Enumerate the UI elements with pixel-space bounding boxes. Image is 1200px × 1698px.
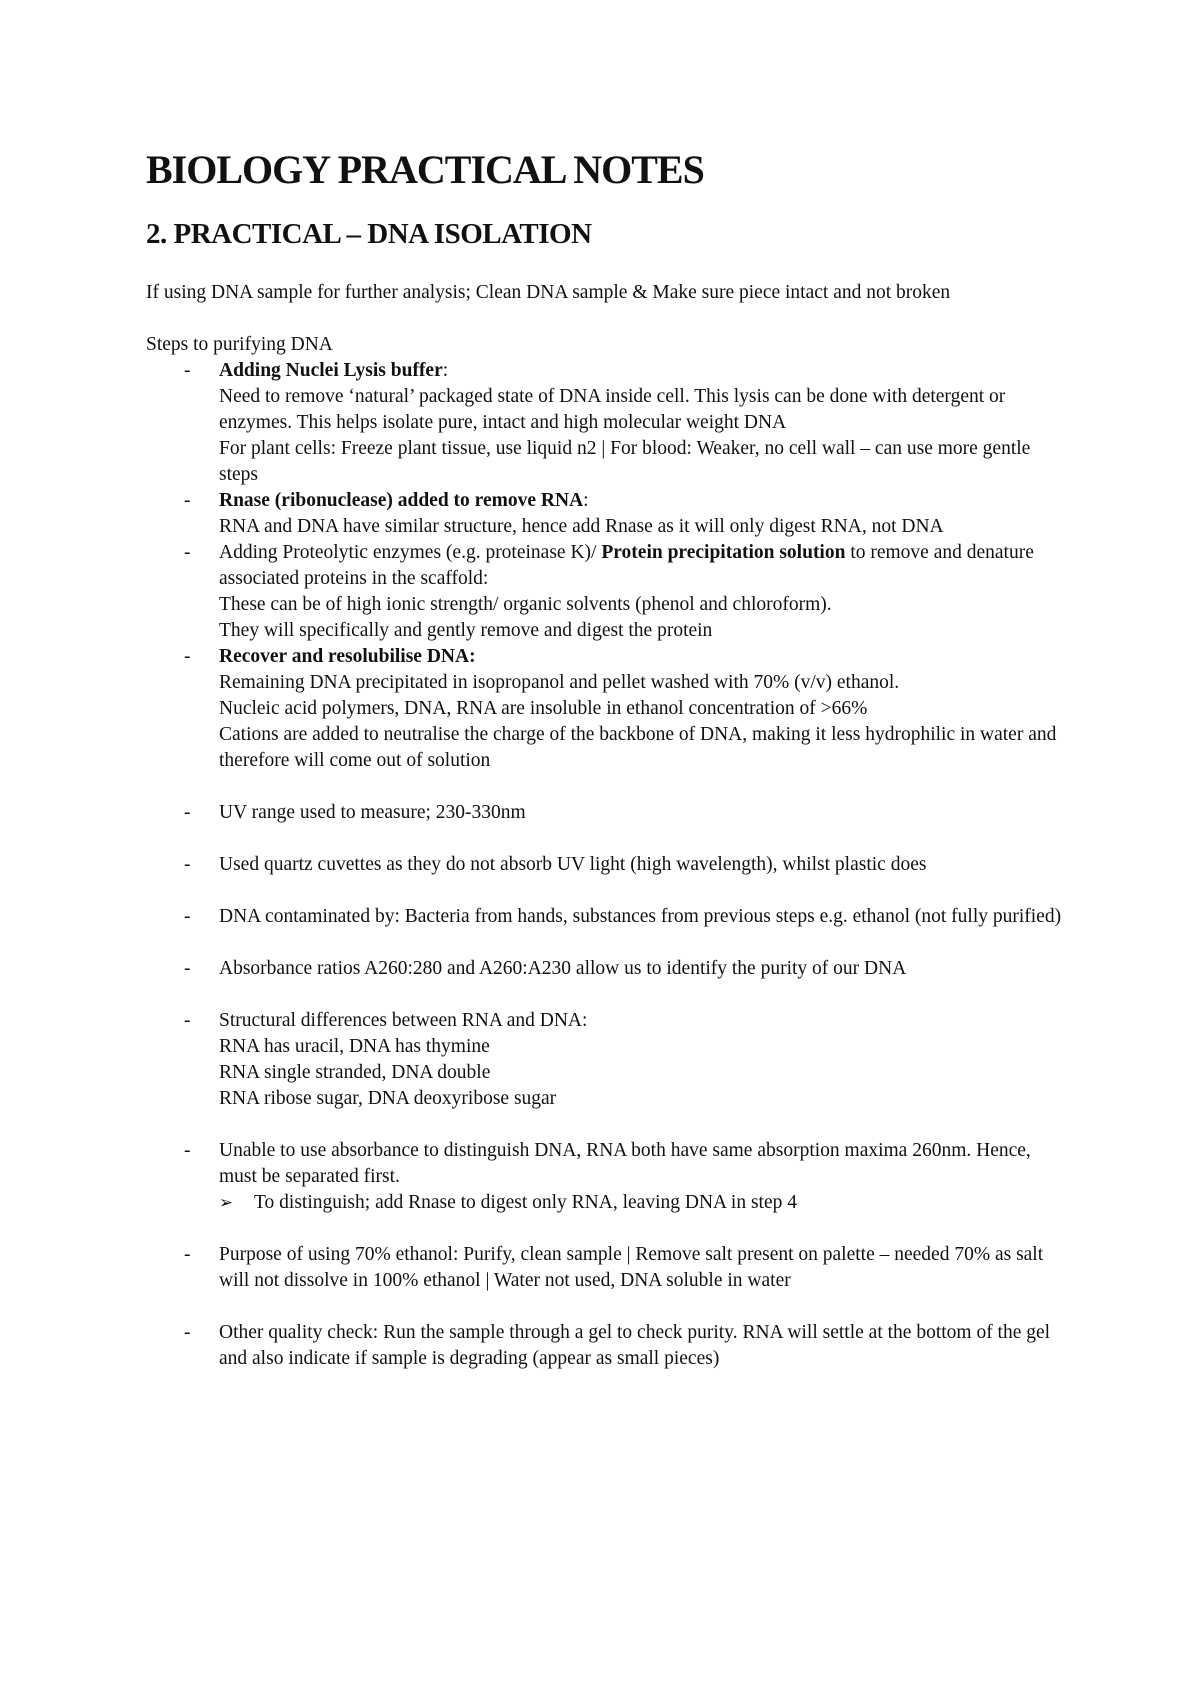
document-body [146,280,1066,1372]
bullet-dash: - [184,1140,191,1161]
item-mixed-line [219,540,1066,592]
intro-paragraph: If using DNA sample for further analysis; Clean DNA sample & Make sure piece intact and not broken [146,282,951,303]
bullet-dash: - [184,646,191,667]
item-heading-line [219,488,1066,514]
item-text: Other quality check: Run the sample through a gel to check purity. RNA will settle at the bottom of the gel and also indicate if sample is degrading (appear as small pieces) [219,1322,1051,1369]
item-text: DNA contaminated by: Bacteria from hands, substances from previous steps e.g. ethanol (not fully purified) [219,906,1062,927]
item-text: Absorbance ratios A260:280 and A260:A230 allow us to identify the purity of our DNA [219,958,907,979]
item-heading: Recover and resolubilise DNA: [219,646,476,667]
bullet-dash: - [184,906,191,927]
bullet-dash: - [184,802,191,823]
item-line: They will specifically and gently remove and digest the protein [219,620,713,641]
section-title: 2. PRACTICAL – DNA ISOLATION [146,218,592,250]
list-item [146,358,1066,488]
item-line: Need to remove ‘natural’ packaged state of DNA inside cell. This lysis can be done with detergent or enzymes. This helps isolate pure, intact and high molecular weight DNA [219,386,1006,433]
list-item [146,1242,1066,1294]
item-text-pre: Adding Proteolytic enzymes (e.g. proteinase K)/ [219,542,602,563]
bullet-dash: - [184,854,191,875]
bullet-dash: - [184,490,191,511]
list-item [146,956,1066,982]
item-heading: Rnase (ribonuclease) added to remove RNA [219,490,584,511]
item-line: For plant cells: Freeze plant tissue, use liquid n2 | For blood: Weaker, no cell wall – can use more gentle steps [219,438,1031,485]
arrowhead-bullet-icon: ➢ [219,1193,234,1213]
bullet-dash: - [184,1322,191,1343]
item-heading-line [219,644,1066,670]
item-heading: Adding Nuclei Lysis buffer [219,360,443,381]
item-text: Used quartz cuvettes as they do not absorb UV light (high wavelength), whilst plastic does [219,854,927,875]
bullet-dash: - [184,360,191,381]
item-text-post: to remove and denature associated proteins in the scaffold: [219,542,1034,589]
item-text: Structural differences between RNA and DNA: [219,1010,588,1031]
list-item [146,904,1066,930]
item-line: These can be of high ionic strength/ organic solvents (phenol and chloroform). [219,594,832,615]
item-text: UV range used to measure; 230-330nm [219,802,526,823]
item-line: RNA ribose sugar, DNA deoxyribose sugar [219,1088,557,1109]
item-line: RNA single stranded, DNA double [219,1062,491,1083]
bullet-dash: - [184,958,191,979]
item-text: Unable to use absorbance to distinguish DNA, RNA both have same absorption maxima 260nm. Hence, must be separated first. [219,1140,1031,1187]
list-item [146,1008,1066,1112]
list-item [146,488,1066,540]
bullet-dash: - [184,1244,191,1265]
item-text: Purpose of using 70% ethanol: Purify, clean sample | Remove salt present on palette – needed 70% as salt will not dissolve in 100% ethanol | Water not used, DNA soluble in water [219,1244,1044,1291]
steps-heading: Steps to purifying DNA [146,334,333,355]
item-line: RNA and DNA have similar structure, hence add Rnase as it will only digest RNA, not DNA [219,516,944,537]
document-title: BIOLOGY PRACTICAL NOTES [146,147,704,192]
list-item [146,1138,1066,1216]
notes-list [146,358,1066,1372]
item-line: Cations are added to neutralise the charge of the backbone of DNA, making it less hydrophilic in water and therefore will come out of solution [219,724,1057,771]
heading-suffix: : [442,360,449,381]
item-line: Nucleic acid polymers, DNA, RNA are insoluble in ethanol concentration of >66% [219,698,868,719]
list-item [146,800,1066,826]
bullet-dash: - [184,542,191,563]
sub-item-text: To distinguish; add Rnase to digest only RNA, leaving DNA in step 4 [254,1192,797,1213]
item-line: Remaining DNA precipitated in isopropanol and pellet washed with 70% (v/v) ethanol. [219,672,900,693]
heading-suffix: : [583,490,589,511]
list-item [146,540,1066,644]
list-item [146,644,1066,774]
item-line: RNA has uracil, DNA has thymine [219,1036,490,1057]
list-item [146,1320,1066,1372]
bullet-dash: - [184,1010,191,1031]
item-heading-line [219,358,1066,384]
sub-item [219,1190,1066,1216]
item-text-bold: Protein precipitation solution [601,542,846,563]
list-item [146,852,1066,878]
